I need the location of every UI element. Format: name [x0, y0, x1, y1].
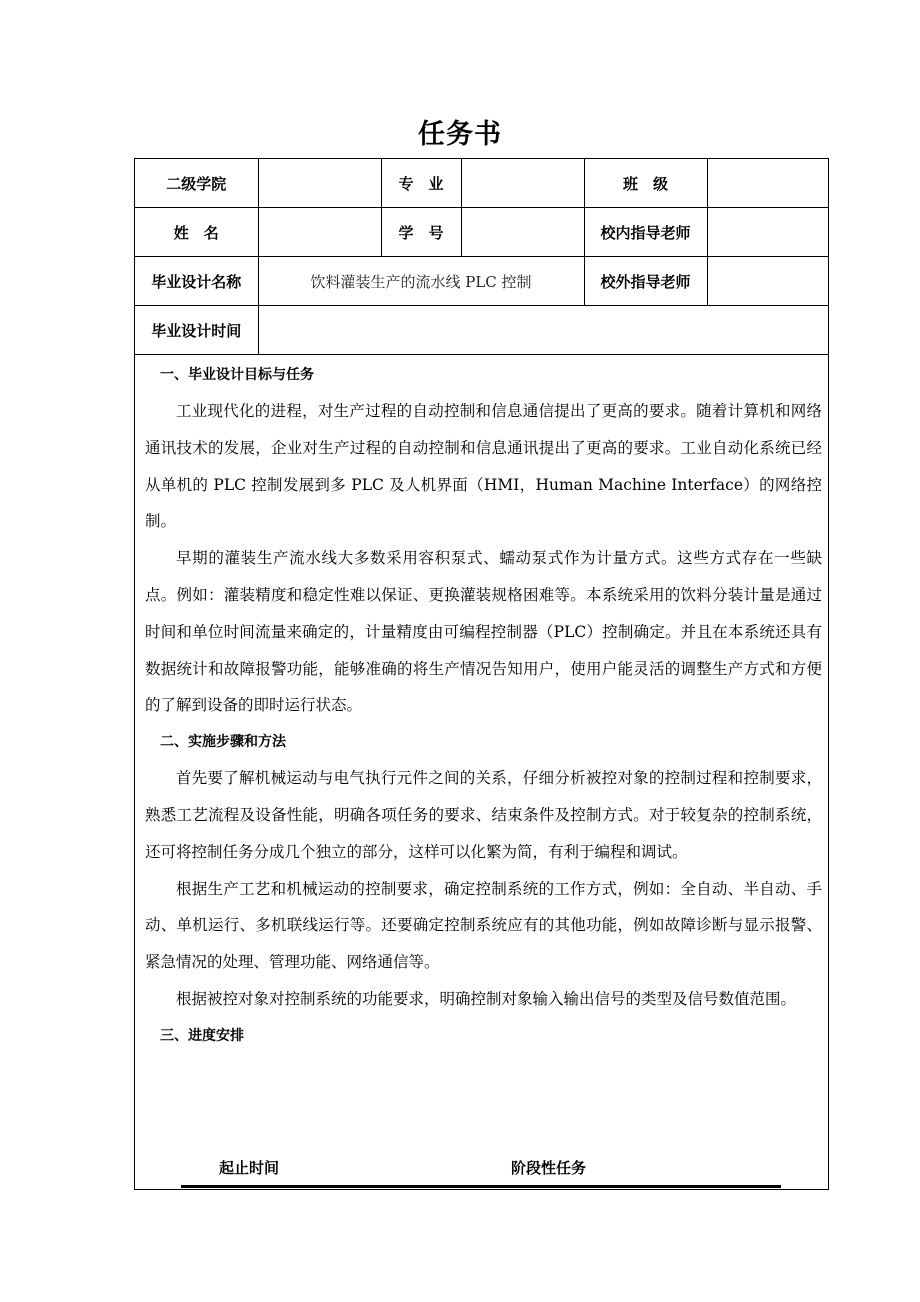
schedule-table-header	[181, 1151, 781, 1188]
info-table	[135, 159, 828, 355]
schedule-col-time: 起止时间	[219, 1159, 280, 1177]
design-name-value[interactable]: 饮料灌装生产的流水线 PLC 控制	[258, 257, 584, 306]
info-row-design-name	[135, 257, 828, 306]
page-title: 任务书	[418, 119, 502, 150]
student-id-label: 学 号	[381, 208, 461, 257]
task-content	[135, 357, 828, 1054]
design-time-label: 毕业设计时间	[135, 306, 258, 355]
info-row-name	[135, 208, 828, 257]
name-value[interactable]	[258, 208, 381, 257]
class-value[interactable]	[707, 159, 828, 208]
major-label: 专 业	[381, 159, 461, 208]
section-heading-goals: 一、毕业设计目标与任务	[160, 367, 314, 383]
schedule-col-task: 阶段性任务	[511, 1159, 587, 1177]
major-value[interactable]	[461, 159, 584, 208]
college-label: 二级学院	[135, 159, 258, 208]
goals-paragraph-2: 早期的灌装生产流水线大多数采用容积泵式、蠕动泵式作为计量方式。这些方式存在一些缺点。例如：灌装精度和稳定性难以保证、更换灌装规格困难等。本系统采用的饮料分装计量是通过时间和单位时间流量来确定的，计量精度由可编程控制器（PLC）控制确定。并且在本系统还具有数据统计和故障报警功能，能够准确的将生产情况告知用户，使用户能灵活的调整生产方式和方便的了解到设备的即时运行状态。	[145, 549, 822, 715]
steps-paragraph-1: 首先要了解机械运动与电气执行元件之间的关系，仔细分析被控对象的控制过程和控制要求，熟悉工艺流程及设备性能，明确各项任务的要求、结束条件及控制方式。对于较复杂的控制系统，还可将控制任务分成几个独立的部分，这样可以化繁为简，有利于编程和调试。	[145, 769, 822, 861]
info-row-design-time	[135, 306, 828, 355]
name-label: 姓 名	[135, 208, 258, 257]
class-label: 班 级	[584, 159, 707, 208]
section-heading-schedule: 三、进度安排	[160, 1027, 244, 1044]
college-value[interactable]	[258, 159, 381, 208]
goals-paragraph-1: 工业现代化的进程，对生产过程的自动控制和信息通信提出了更高的要求。随着计算机和网络通讯技术的发展，企业对生产过程的自动控制和信息通讯提出了更高的要求。工业自动化系统已经从单机的 PLC 控制发展到多 PLC 及人机界面（HMI，Human Machine Interface）的网络控制。	[145, 402, 822, 531]
section-heading-steps: 二、实施步骤和方法	[160, 734, 286, 751]
task-form	[134, 158, 829, 1190]
outer-tutor-value[interactable]	[707, 257, 828, 306]
steps-paragraph-3: 根据被控对象对控制系统的功能要求，明确控制对象输入输出信号的类型及信号数值范围。	[176, 989, 797, 1008]
steps-paragraph-2: 根据生产工艺和机械运动的控制要求，确定控制系统的工作方式，例如：全自动、半自动、手动、单机运行、多机联线运行等。还要确定控制系统应有的其他功能，例如故障诊断与显示报警、紧急情况的处理、管理功能、网络通信等。	[145, 879, 822, 972]
info-row-college	[135, 159, 828, 208]
inner-tutor-value[interactable]	[707, 208, 828, 257]
inner-tutor-label: 校内指导老师	[584, 208, 707, 257]
design-time-value[interactable]	[258, 306, 828, 355]
design-name-label: 毕业设计名称	[135, 257, 258, 306]
outer-tutor-label: 校外指导老师	[584, 257, 707, 306]
student-id-value[interactable]	[461, 208, 584, 257]
